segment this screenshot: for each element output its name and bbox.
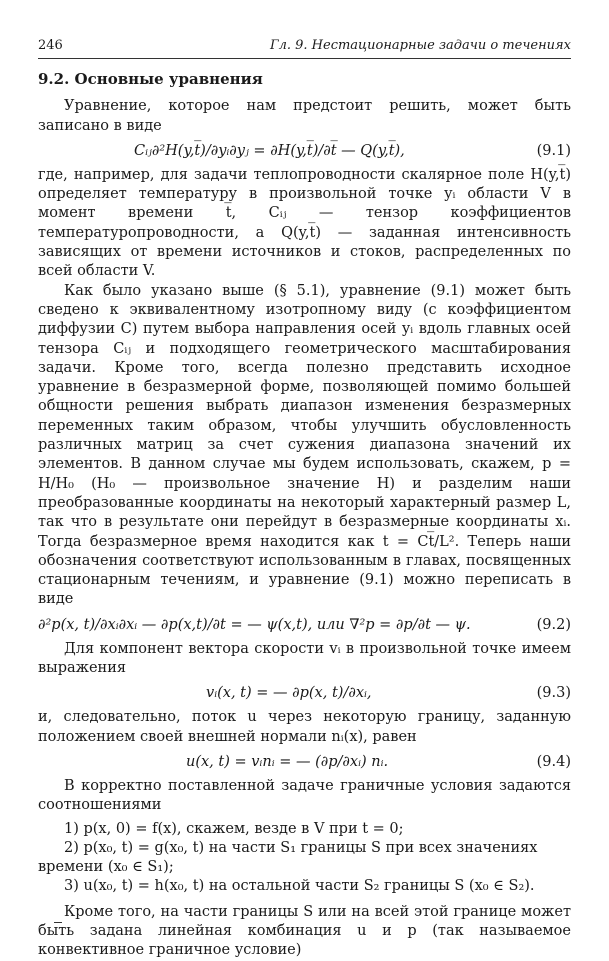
equation-9-3: [38, 680, 571, 706]
list-item: 1) p(x, 0) = f(x), скажем, везде в V при t = 0;: [64, 820, 404, 837]
running-title: Гл. 9. Нестационарные задачи о течениях: [269, 38, 571, 53]
equation-number: (9.1): [536, 142, 571, 159]
equation-formula: vᵢ(x, t) = — ∂p(x, t)/∂xᵢ,: [206, 685, 372, 702]
page-body: [38, 70, 571, 961]
equation-9-1: [38, 138, 571, 164]
paragraph-boundary-intro: В корректно поставленной задаче граничные условия задаются соотношениями: [38, 777, 571, 814]
equation-9-2: [38, 612, 571, 638]
footer-dash: [54, 922, 62, 923]
section-heading: 9.2. Основные уравнения: [38, 70, 263, 88]
list-item: 2) p(x₀, t) = g(x₀, t) на части S₁ границы S при всех значениях времени (x₀ ∈ S₁);: [38, 839, 538, 876]
paragraph-nondimensional: Как было указано выше (§ 5.1), уравнение (9.1) может быть сведено к эквивалентному изотропному виду (с коэффициентом диффузии C) путем выбора направления осей yᵢ вдоль главных осей тензора Cᵢⱼ и подходящего геометрического масштабирования задачи. Кроме того, всегда полезно представить исходное уравнение в безразмерной форме, позволяющей помимо большей общности решения выбрать диапазон изменения безразмерных переменных таким образом, чтобы улучшить обусловленность различных матриц за счет сужения диапазона значений их элементов. В данном случае мы будем использовать, скажем, p = H/H₀ (H₀ — произвольное значение H) и разделим наши преобразованные координаты на некоторый характерный размер L, так что в результате они перейдут в безразмерные координаты xᵢ. Тогда безразмерное время находится как t = Ct̅/L². Теперь наши обозначения соответствуют использованным в главах, посвященных стационарным течениям, и уравнение (9.1) можно переписать в виде: [38, 282, 571, 608]
paragraph-convective: Кроме того, на части границы S или на всей этой границе может быть задана линейная комбинация u и p (так называемое конвективное граничное условие): [38, 903, 571, 959]
list-item: 3) u(x₀, t) = h(x₀, t) на остальной части S₂ границы S (x₀ ∈ S₂).: [64, 878, 535, 895]
paragraph-intro: Уравнение, которое нам предстоит решить, может быть записано в виде: [38, 98, 571, 134]
equation-number: (9.4): [536, 753, 571, 770]
equation-number: (9.3): [536, 685, 571, 702]
equation-formula: Cᵢⱼ∂²H(y,t̅)/∂yᵢ∂yⱼ = ∂H(y,t̅)/∂t̅ — Q(y,t̅),: [134, 142, 405, 159]
paragraph-velocity: Для компонент вектора скорости vᵢ в произвольной точке имеем выражения: [38, 640, 571, 677]
equation-number: (9.2): [536, 616, 571, 633]
paragraph-definitions: где, например, для задачи теплопроводности скалярное поле H(y,t̅) определяет температуру в произвольной точке yᵢ области V в момент времени t̅, Cᵢⱼ — тензор коэффициентов температуропроводности, а Q(y,t̅) — заданная интенсивность зависящих от времени источников и стоков, распределенных по всей области V.: [38, 166, 571, 280]
equation-9-4: [38, 749, 571, 775]
running-header: [38, 36, 571, 59]
boundary-conditions-list: [38, 820, 571, 897]
page-number: 246: [38, 38, 63, 53]
equation-formula: ∂²p(x, t)/∂xᵢ∂xᵢ — ∂p(x,t)/∂t = — ψ(x,t), или ∇²p = ∂p/∂t — ψ.: [38, 616, 471, 633]
paragraph-flux: и, следовательно, поток u через некоторую границу, заданную положением своей внешней нормали nᵢ(x), равен: [38, 709, 571, 745]
equation-formula: u(x, t) = vᵢnᵢ = — (∂p/∂xᵢ) nᵢ.: [186, 753, 389, 770]
